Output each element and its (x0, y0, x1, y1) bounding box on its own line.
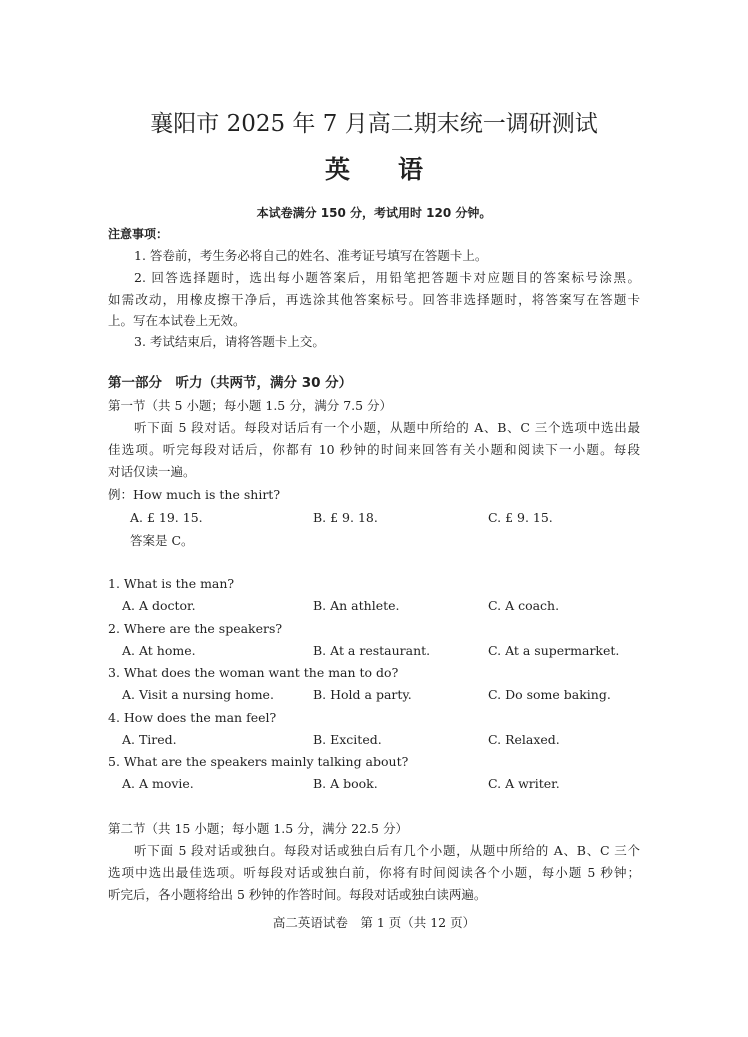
notice-item: 2. 回答选择题时，选出每小题答案后，用铅笔把答题卡对应题目的答案标号涂黑。 (134, 270, 640, 285)
section1-instructions: 佳选项。听完每段对话后，你都有 10 秒钟的时间来回答有关小题和阅读下一小题。每段 (108, 442, 640, 457)
question-option-b: B. Excited. (313, 731, 382, 747)
notice-item: 1. 答卷前，考生务必将自己的姓名、准考证号填写在答题卡上。 (134, 248, 488, 263)
question-option-b: B. An athlete. (313, 598, 400, 613)
question-text: 4. How does the man feel? (108, 709, 277, 725)
example-option-c: C. £ 9. 15. (488, 510, 553, 525)
question-text: 1. What is the man? (108, 576, 235, 591)
question-option-a: A. A doctor. (122, 598, 196, 613)
question-text: 2. Where are the speakers? (108, 620, 283, 636)
question-option-a: A. At home. (122, 642, 196, 658)
question-option-a: A. Visit a nursing home. (122, 687, 274, 702)
question-option-b: B. Hold a party. (313, 687, 412, 702)
question-option-c: C. Relaxed. (488, 731, 560, 747)
exam-title: 襄阳市 2025 年 7 月高二期末统一调研测试 (150, 111, 598, 137)
example-question: 例：How much is the shirt? (108, 487, 281, 502)
question-option-a: A. Tired. (122, 731, 177, 747)
example-option-b: B. £ 9. 18. (313, 510, 378, 525)
question-text: 3. What does the woman want the man to do? (108, 665, 399, 680)
notice-item: 3. 考试结束后，请将答题卡上交。 (134, 334, 325, 349)
question-option-b: B. A book. (313, 776, 378, 791)
question-option-c: C. Do some baking. (488, 687, 611, 702)
page-footer: 高二英语试卷 第 1 页（共 12 页） (272, 915, 476, 930)
example-answer: 答案是 C。 (130, 533, 194, 548)
section2-instructions: 听完后，各小题将给出 5 秒钟的作答时间。每段对话或独白读两遍。 (108, 887, 487, 902)
example-option-a: A. £ 19. 15. (130, 510, 203, 525)
exam-info: 本试卷满分 150 分，考试用时 120 分钟。 (256, 206, 492, 220)
question-text: 5. What are the speakers mainly talking about? (108, 754, 409, 769)
question-option-a: A. A movie. (122, 776, 194, 791)
subject-title: 英语 (324, 155, 471, 184)
section1-instructions: 听下面 5 段对话。每段对话后有一个小题，从题中所给的 A、B、C 三个选项中选出最 (134, 420, 640, 435)
notice-heading: 注意事项： (108, 227, 169, 241)
section1-instructions: 对话仅读一遍。 (108, 464, 196, 479)
section2-instructions: 听下面 5 段对话或独白。每段对话或独白后有几个小题，从题中所给的 A、B、C 三个 (134, 843, 640, 858)
notice-item: 如需改动，用橡皮擦干净后，再选涂其他答案标号。回答非选择题时，将答案写在答题卡 (108, 292, 640, 307)
notice-item: 上。写在本试卷上无效。 (108, 313, 246, 328)
section2-heading: 第二节（共 15 小题；每小题 1.5 分，满分 22.5 分） (108, 821, 408, 836)
section1-heading: 第一节（共 5 小题；每小题 1.5 分，满分 7.5 分） (108, 398, 393, 413)
question-option-b: B. At a restaurant. (313, 642, 431, 658)
question-option-c: C. A coach. (488, 598, 560, 613)
question-option-c: C. At a supermarket. (488, 642, 620, 658)
section2-instructions: 选项中选出最佳选项。听每段对话或独白前，你将有时间阅读各个小题，每小题 5 秒钟； (108, 865, 640, 880)
part1-heading: 第一部分 听力（共两节，满分 30 分） (108, 375, 353, 391)
question-option-c: C. A writer. (488, 776, 560, 791)
